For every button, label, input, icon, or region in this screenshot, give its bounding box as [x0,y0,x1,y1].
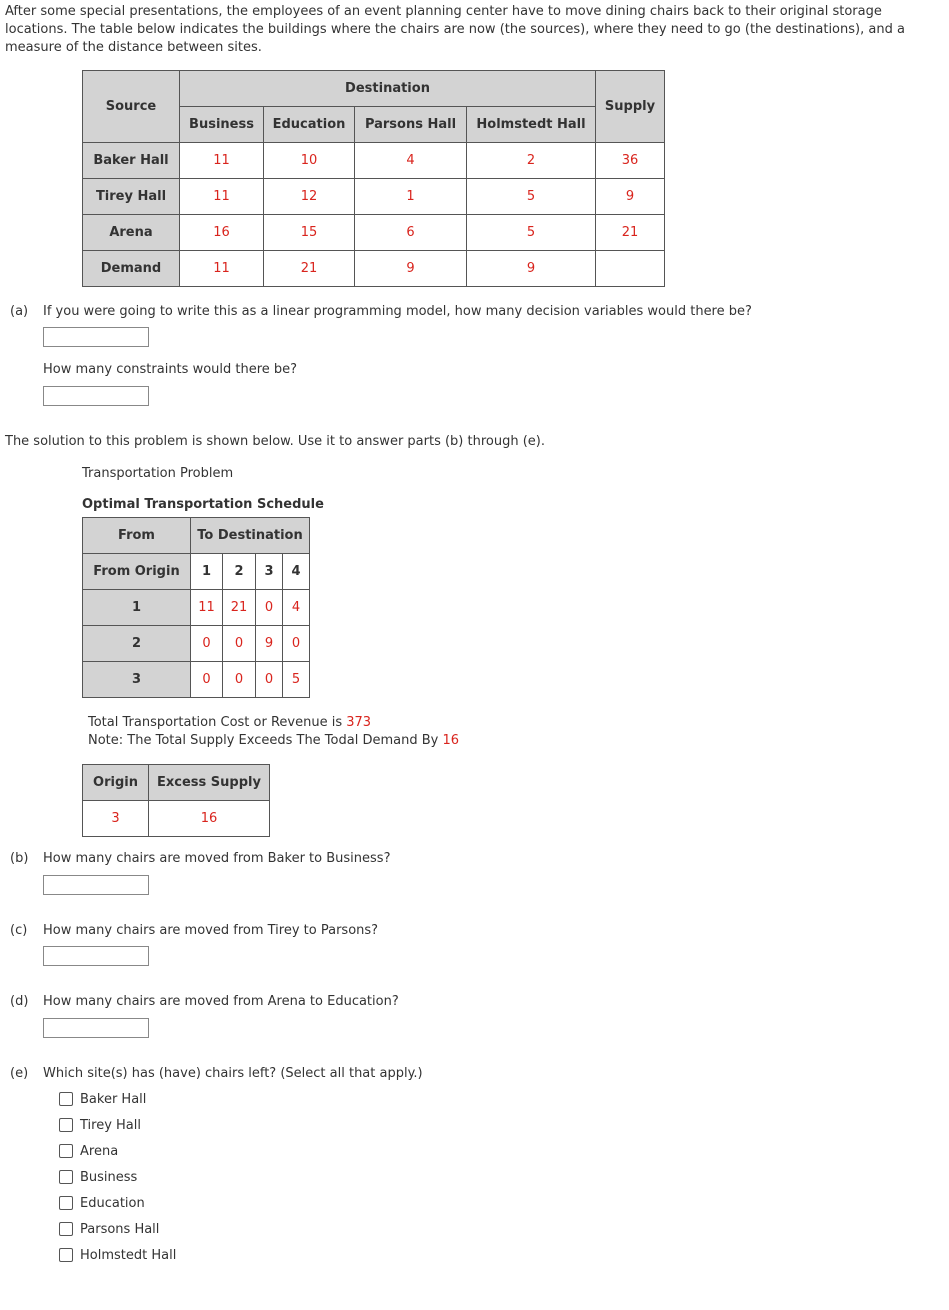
table-row [83,215,665,251]
question-text: Which site(s) has (have) chairs left? (Select all that apply.) [43,1066,423,1081]
option-label: Parsons Hall [80,1221,160,1237]
dest-number: 3 [256,554,283,590]
answer-c-input[interactable] [43,946,149,966]
option-label: Tirey Hall [80,1117,142,1133]
cost-cell: 11 [180,179,264,215]
option-baker-hall[interactable] [59,1090,146,1108]
dest-number: 4 [283,554,310,590]
cost-cell: 6 [355,215,467,251]
dest-number: 1 [191,554,223,590]
flow-cell: 0 [223,626,256,662]
row-label: Baker Hall [83,143,180,179]
table-row [83,179,665,215]
checkbox[interactable] [59,1196,73,1210]
from-header: From [83,518,191,554]
note-value: 16 [442,733,460,748]
source-header: Source [83,71,180,143]
cost-cell: 2 [467,143,596,179]
answer-d-input[interactable] [43,1018,149,1038]
question-label: (a) [10,304,29,319]
dest-header: Education [264,107,355,143]
empty-cell [596,251,665,287]
flow-cell: 0 [191,662,223,698]
checkbox[interactable] [59,1118,73,1132]
question-label: (e) [10,1066,29,1081]
row-label: Tirey Hall [83,179,180,215]
excess-supply-cell: 16 [149,801,270,837]
question-text: How many chairs are moved from Arena to Education? [43,994,399,1009]
option-arena[interactable] [59,1142,118,1160]
option-holmstedt-hall[interactable] [59,1246,176,1264]
answer-a1-input[interactable] [43,327,149,347]
schedule-title: Optimal Transportation Schedule [82,497,324,512]
question-a-sub: How many constraints would there be? [43,362,298,377]
dest-header: Business [180,107,264,143]
origin-number: 3 [83,662,191,698]
supply-cell: 36 [596,143,665,179]
excess-supply-table [82,764,270,837]
question-e [10,1065,423,1083]
cost-cell: 16 [180,215,264,251]
solution-intro: The solution to this problem is shown below. Use it to answer parts (b) through (e). [5,434,545,449]
checkbox[interactable] [59,1222,73,1236]
checkbox[interactable] [59,1170,73,1184]
question-text: How many chairs are moved from Tirey to Parsons? [43,923,379,938]
option-tirey-hall[interactable] [59,1116,141,1134]
flow-cell: 0 [283,626,310,662]
question-label: (b) [10,851,29,866]
demand-label: Demand [83,251,180,287]
destination-header: Destination [180,71,596,107]
origin-number: 1 [83,590,191,626]
question-label: (c) [10,923,28,938]
from-origin-header: From Origin [83,554,191,590]
excess-origin-cell: 3 [83,801,149,837]
table-row [83,590,310,626]
question-d [10,993,399,1011]
supply-cell: 9 [596,179,665,215]
option-label: Business [80,1169,138,1185]
option-label: Holmstedt Hall [80,1247,177,1263]
cost-cell: 15 [264,215,355,251]
table-row [83,662,310,698]
question-a [10,303,752,321]
answer-b-input[interactable] [43,875,149,895]
table-row [83,801,270,837]
supply-header: Supply [596,71,665,143]
to-destination-header: To Destination [191,518,310,554]
total-cost-label: Total Transportation Cost or Revenue is [88,715,343,730]
checkbox[interactable] [59,1248,73,1262]
flow-cell: 4 [283,590,310,626]
cost-cell: 5 [467,215,596,251]
supply-cell: 21 [596,215,665,251]
excess-supply-header: Excess Supply [149,765,270,801]
intro-text: After some special presentations, the employees of an event planning center have to move dining chairs back to their original storage locations. The table below indicates the buildings where the chairs are now (the sources), where they need to go (the destinations), and a measure of the distance between sites. [5,4,905,55]
checkbox[interactable] [59,1144,73,1158]
distance-table [82,70,665,287]
note-label: Note: The Total Supply Exceeds The Todal Demand By [88,733,439,748]
note-line [88,732,459,750]
option-label: Baker Hall [80,1091,147,1107]
flow-cell: 0 [256,662,283,698]
problem-title: Transportation Problem [82,466,234,481]
total-cost-line [88,714,371,732]
demand-cell: 21 [264,251,355,287]
flow-cell: 5 [283,662,310,698]
cost-cell: 12 [264,179,355,215]
cost-cell: 10 [264,143,355,179]
table-row [83,251,665,287]
table-row [83,143,665,179]
demand-cell: 11 [180,251,264,287]
flow-cell: 0 [191,626,223,662]
flow-cell: 9 [256,626,283,662]
cost-cell: 11 [180,143,264,179]
question-text: How many chairs are moved from Baker to Business? [43,851,391,866]
flow-cell: 0 [256,590,283,626]
dest-number: 2 [223,554,256,590]
table-row [83,626,310,662]
flow-cell: 21 [223,590,256,626]
total-cost-value: 373 [346,715,372,730]
option-education[interactable] [59,1194,145,1212]
question-label: (d) [10,994,29,1009]
question-b [10,850,390,868]
option-label: Arena [80,1143,119,1159]
flow-cell: 11 [191,590,223,626]
question-c [10,922,378,940]
question-text: If you were going to write this as a linear programming model, how many decision variables would there be? [43,304,752,319]
cost-cell: 5 [467,179,596,215]
flow-cell: 0 [223,662,256,698]
origin-header: Origin [83,765,149,801]
schedule-table [82,517,310,698]
row-label: Arena [83,215,180,251]
dest-header: Holmstedt Hall [467,107,596,143]
demand-cell: 9 [467,251,596,287]
demand-cell: 9 [355,251,467,287]
answer-a2-input[interactable] [43,386,149,406]
cost-cell: 4 [355,143,467,179]
option-business[interactable] [59,1168,137,1186]
cost-cell: 1 [355,179,467,215]
checkbox[interactable] [59,1092,73,1106]
option-parsons-hall[interactable] [59,1220,159,1238]
option-label: Education [80,1195,145,1211]
origin-number: 2 [83,626,191,662]
dest-header: Parsons Hall [355,107,467,143]
